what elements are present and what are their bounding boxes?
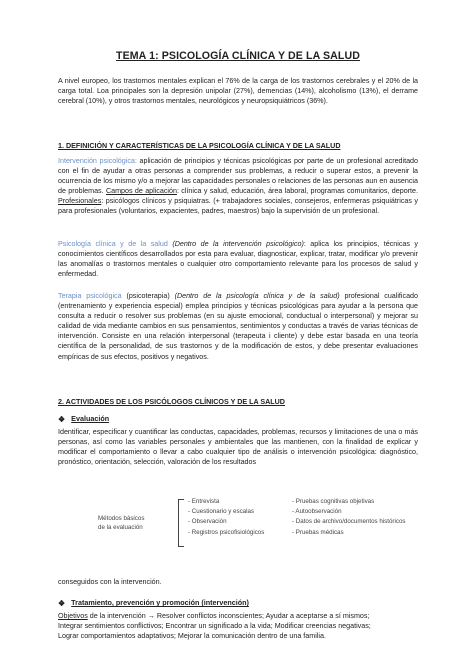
evaluacion-bullet [58, 414, 109, 424]
tratamiento-paragraph [58, 611, 418, 641]
brace-bracket [178, 499, 184, 547]
methods-label-line-2: de la evaluación [98, 524, 143, 531]
intervencion-text: aplicación de principios y técnicas psicológicas por parte de un profesional acreditado con el fin de ayudar a otras personas a comprender sus problemas, a reducir o superar estos, a prevenir la ocurrencia de los mismo y/o a mejorar las capacidades personales o relaciones de las personas aun en ausencia de problemas. [58, 157, 418, 196]
intervencion-term: Intervención psicológica: [58, 157, 137, 165]
evaluacion-label: Evaluación [71, 414, 110, 423]
profesionales-label: Profesionales [58, 197, 102, 206]
methods-column-2 [292, 497, 406, 538]
diamond-bullet-icon: ❖ [58, 599, 66, 608]
objetivos-label: Objetivos [58, 612, 88, 620]
psicologia-clinica-text: : aplica los principios, técnicas y conocimientos científicos desarrollados por esta para evaluar, diagnosticar, explicar, tratar, modificar y/o prevenir las anomalías o trastornos mentales o cualquier otro comportamiento relevante para los procesos de salud y enfermedad. [58, 240, 418, 279]
methods-column-1 [188, 497, 264, 538]
method-item: - Pruebas médicas [292, 528, 344, 536]
section-2-heading: 2. ACTIVIDADES DE LOS PSICÓLOGOS CLÍNICOS Y DE LA SALUD [58, 398, 285, 406]
terapia-text-a: (psicoterapia) [121, 292, 175, 300]
objetivos-text: de la intervención → Resolver conflictos inconscientes; Ayudar a aceptarse a sí mismos; [87, 612, 370, 620]
evaluacion-continuation: conseguidos con la intervención. [58, 578, 162, 586]
campos-text: : clínica y salud, educación, área laboral, programas comunitarios, deporte. [176, 187, 418, 196]
terapia-italic: (Dentro de la psicología clínica y de la salud) [174, 292, 340, 300]
method-item: - Autoobservación [292, 508, 342, 516]
campos-label: Campos de aplicación [105, 187, 177, 196]
tratamiento-line-2: Integrar sentimientos conflictivos; Encontrar un significado a la vida; Modificar creencias negativas; [58, 622, 371, 631]
psicologia-clinica-italic: (Dentro de la intervención psicológico) [172, 240, 304, 248]
terapia-paragraph [58, 291, 418, 362]
tratamiento-bullet [58, 598, 249, 608]
tratamiento-line-1 [58, 611, 418, 621]
method-item: - Observación [188, 518, 227, 526]
evaluacion-paragraph: Identificar, especificar y cuantificar las conductas, capacidades, problemas, recursos y limitaciones de una o más personas, así como las variables personales y ambientales que las mantienen, con la finalidad de explicar y modificar el comportamiento o llevar a cabo cualquier tipo de análisis o intervención psicológica: diagnóstico, pronóstico, orientación, selección, valoración de los resultados [58, 428, 418, 467]
method-item: - Registros psicofisiológicos [188, 528, 265, 536]
intro-paragraph: A nivel europeo, los trastornos mentales explican el 76% de la carga de los trastornos cerebrales y el 20% de la carga total. Loa principales son la depresión unipolar (27%), demencias (14%), alcoholismo (13%), el derrame cerebral (10%), y otros trastornos mentales, neurológicos y neuropsiquiátricos (36%). [58, 77, 418, 106]
tratamiento-label: Tratamiento, prevención y promoción (intervención) [71, 598, 249, 607]
terapia-term: Terapia psicológica [58, 292, 122, 300]
page-title: TEMA 1: PSICOLOGÍA CLÍNICA Y DE LA SALUD [116, 50, 360, 62]
method-item: - Pruebas cognitivas objetivas [292, 498, 375, 505]
section-1-heading: 1. DEFINICIÓN Y CARACTERÍSTICAS DE LA PSICOLOGÍA CLÍNICA Y DE LA SALUD [58, 142, 341, 150]
method-item: - Datos de archivo/documentos históricos [292, 518, 406, 526]
intervencion-paragraph [58, 156, 418, 217]
psicologia-clinica-term: Psicología clínica y de la salud [58, 240, 168, 248]
methods-label-line-1: Métodos básicos [98, 515, 145, 522]
method-item: - Entrevista [188, 498, 220, 505]
profesionales-text: : psicólogos clínicos y psiquiatras. (+ trabajadores sociales, consejeros, enfermeras psiquiátricas y para profesionales (voluntarios, expacientes, padres, maestros) bajo la supervisión de un profesional. [58, 197, 418, 216]
evaluation-methods-diagram [98, 497, 418, 577]
tratamiento-line-3: Lograr comportamientos adaptativos; Mejorar la comunicación dentro de una familia. [58, 632, 326, 641]
method-item: - Cuestionario y escalas [188, 508, 255, 516]
diamond-bullet-icon: ❖ [58, 415, 66, 424]
methods-label [98, 514, 144, 532]
psicologia-clinica-paragraph [58, 239, 418, 279]
terapia-text-b: profesional cualificado (entrenamiento y experiencia especial) emplea principios y técnicas psicológicas para ayudar a la persona que consulta a reducir o resolver sus problemas (en su ajuste emocional, conductual o interpersonal) y mejorar su calidad de vida mediante cambios en sus pensamientos, sentimientos y conductas a través de varias técnicas de intervención. Consiste en una relación interpersonal (terapeuta i cliente) y debe estar basada en una teoría científica de la personalidad, de sus trastornos y de la modificación de estos, y debe presentar evaluaciones empíricas de sus efectos, positivos y negativos. [58, 292, 418, 361]
